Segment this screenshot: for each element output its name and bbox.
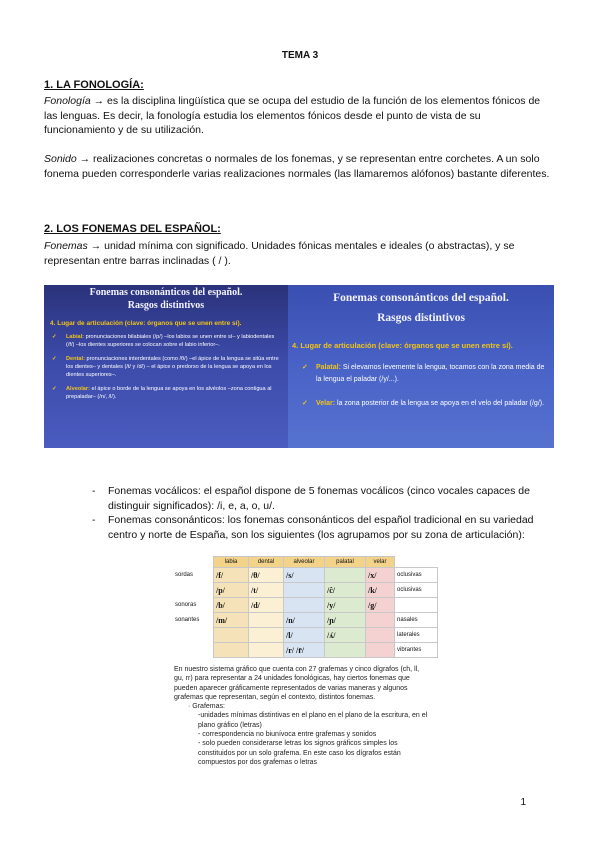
fonemas-list <box>92 484 554 542</box>
column-header: velar <box>366 557 395 568</box>
table-header-row <box>173 557 438 568</box>
list-item: - Fonemas vocálicos: el español dispone de 5 fonemas vocálicos (cinco vocales capaces de distinguir significados): /i, e, a, o, u/. <box>92 485 530 512</box>
slide-right-subtitle: Rasgos distintivos <box>377 312 465 324</box>
check-icon: ✓ <box>302 364 308 371</box>
slide-left-title: Fonemas consonánticos del español. <box>89 287 243 298</box>
table-row: sonoras /b/ /d/ /y/ /g/ <box>173 598 438 613</box>
grafemas-note <box>174 665 428 767</box>
column-header: palatal <box>325 557 366 568</box>
fonologia-term: Fonología <box>44 95 91 107</box>
table-row: sonantes /m/ /n/ /ɲ/ nasales <box>173 613 438 628</box>
slide-left-item: ✓ Labial: pronunciaciones bilabiales (/p/) –los labios se unen entre sí– y labiodentales (/f/) –los dientes superiores se colocan sobre el labio inferior–. <box>52 334 275 348</box>
column-header: dental <box>249 557 284 568</box>
slide-left-point: 4. Lugar de articulación (clave: órganos que se unen entre sí). <box>50 320 242 327</box>
fonemas-term: Fonemas <box>44 240 88 252</box>
section1-heading: 1. LA FONOLOGÍA: <box>44 79 144 91</box>
note-line: - solo pueden considerarse letras los signos gráficos simples los constituidos por un solo grafema. En este caso los dígrafos están compuestos por dos grafemas o letras <box>198 740 401 766</box>
fonologia-definition: Fonología → es la disciplina lingüística que se ocupa del estudio de la función de los elementos fónicos de las lenguas. Es decir, la fonología estudia los elementos fónicos desde el punto de vista de su funcionamiento y de su utilización. <box>44 95 541 136</box>
phoneme-table <box>173 556 438 658</box>
table-row: /p/ /t/ /ĉ/ /k/ oclusivas <box>173 583 438 598</box>
slide-right-title: Fonemas consonánticos del español. <box>333 292 509 304</box>
slide-left-item: ✓ Alveolar: el ápice o borde de la lengua se apoya en los alvéolos –zona contigua al prepaladar– (/n/, /l/). <box>52 386 272 400</box>
check-icon: ✓ <box>52 334 57 340</box>
slide-right-item: ✓ Palatal: Si elevamos levemente la lengua, tocamos con la zona media de la lengua el paladar (/y/...). <box>302 364 545 383</box>
sonido-term: Sonido <box>44 153 77 165</box>
note-line: · Grafemas: <box>188 703 225 711</box>
check-icon: ✓ <box>52 386 57 392</box>
note-line: -unidades mínimas distintivas en el plano en el plano de la escritura, en el plano gráfico (letras) <box>198 712 428 729</box>
table-row: /r/ /r̄/ vibrantes <box>173 643 438 658</box>
section2-heading: 2. LOS FONEMAS DEL ESPAÑOL: <box>44 223 221 235</box>
sonido-definition: Sonido → realizaciones concretas o normales de los fonemas, y se representan entre corchetes. A un solo fonema pueden corresponderle varias realizaciones normales (las llamaremos alófonos) bastante diferentes. <box>44 153 550 180</box>
slide-right-item: ✓ Velar: la zona posterior de la lengua se apoya en el velo del paladar (/g/). <box>300 398 548 410</box>
slide-right-point: 4. Lugar de articulación (clave: órganos que se unen entre sí). <box>292 341 513 350</box>
page-number: 1 <box>520 797 526 808</box>
table-row: sordas /f/ /θ/ /s/ /x/ oclusivas <box>173 568 438 583</box>
check-icon: ✓ <box>52 356 57 362</box>
table-row: /l/ /ʎ/ laterales <box>173 628 438 643</box>
check-icon: ✓ <box>302 400 308 407</box>
slide-image-right <box>288 285 554 448</box>
fonemas-definition: Fonemas → unidad mínima con significado. Unidades fónicas mentales e ideales (o abstractas), y se representan entre barras inclinadas ( / ). <box>44 240 515 267</box>
column-header: alveolar <box>284 557 325 568</box>
slide-left-item: ✓ Dental: pronunciaciones interdentales (como /θ/) –el ápice de la lengua se sitúa entre los dientes– y dentales (/t/ y /d/) – el ápice o predorso de la lengua se apoya en los dientes superiores–. <box>52 356 279 378</box>
column-header: labia <box>214 557 249 568</box>
page-title: TEMA 3 <box>281 50 319 61</box>
note-paragraph: En nuestro sistema gráfico que cuenta con 27 grafemas y cinco dígrafos (ch, ll, gu, rr) para representar a 24 unidades fonológicas, hay ciertos fonemas que pueden aparecer gráficamente representados de varias maneras y algunos grafemas que representan, según el contexto, distintos fonemas. <box>174 666 420 701</box>
slide-left-subtitle: Rasgos distintivos <box>127 300 205 311</box>
list-item: - Fonemas consonánticos: los fonemas consonánticos del español tradicional en su variedad centro y norte de España, son los siguientes (los agrupamos por su zona de articulación): <box>92 514 534 541</box>
note-line: - correspondencia no biunívoca entre grafemas y sonidos <box>198 731 377 739</box>
slide-image-left <box>44 285 288 448</box>
